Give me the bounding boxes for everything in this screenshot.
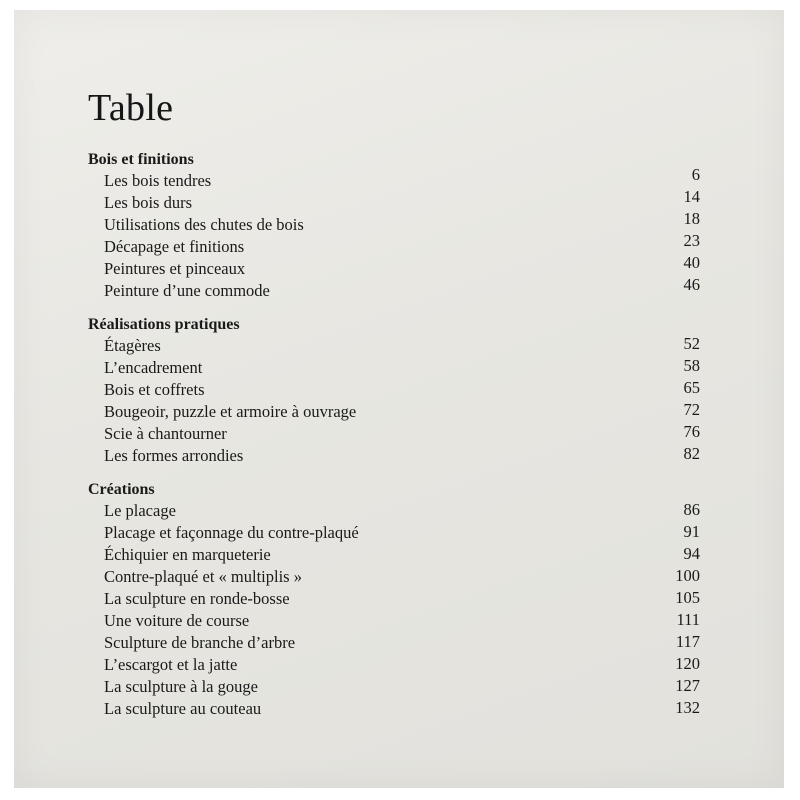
- toc-entry: [88, 698, 700, 720]
- toc-entry: [88, 676, 700, 698]
- toc-entry: [88, 423, 700, 445]
- entry-page-number: 23: [683, 231, 700, 250]
- entry-page-number: 111: [676, 610, 700, 629]
- entry-label: Le placage: [104, 501, 176, 520]
- entry-page-number: 94: [683, 544, 700, 563]
- entry-label: Utilisations des chutes de bois: [104, 215, 304, 234]
- entry-label: Échiquier en marqueterie: [104, 545, 271, 564]
- toc-section-creations: [88, 480, 700, 720]
- entry-page-number: 120: [675, 654, 700, 673]
- entry-page-number: 86: [683, 500, 700, 519]
- entry-page-number: 127: [675, 676, 700, 695]
- toc-entry: [88, 357, 700, 379]
- table-of-contents: [88, 150, 700, 733]
- entry-label: Les bois durs: [104, 193, 192, 212]
- toc-entry: [88, 253, 700, 280]
- entry-page-number: 91: [683, 522, 700, 541]
- entry-label: Décapage et finitions: [104, 237, 245, 256]
- entry-page-number: 14: [683, 187, 700, 206]
- toc-entry: [88, 544, 700, 566]
- entry-page-number: 6: [691, 165, 700, 184]
- toc-entry: [88, 654, 700, 676]
- toc-entry: [88, 500, 700, 522]
- toc-section-bois-et-finitions: [88, 150, 700, 302]
- entry-label: L’escargot et la jatte: [104, 655, 238, 674]
- toc-section-realisations-pratiques: [88, 315, 700, 467]
- toc-entry: [88, 275, 700, 302]
- entry-page-number: 65: [683, 378, 700, 397]
- toc-entry: [88, 445, 700, 467]
- toc-entry: [88, 209, 700, 236]
- entry-page-number: 76: [683, 422, 700, 441]
- entry-label: Étagères: [104, 336, 161, 355]
- entry-label: La sculpture à la gouge: [104, 677, 258, 696]
- entry-page-number: 105: [675, 588, 700, 607]
- toc-entry: [88, 610, 700, 632]
- entry-page-number: 132: [675, 698, 700, 717]
- section-heading: Bois et finitions: [88, 151, 194, 168]
- entry-label: La sculpture au couteau: [104, 699, 262, 718]
- entry-page-number: 58: [683, 356, 700, 375]
- entry-label: Les bois tendres: [104, 171, 212, 190]
- toc-entry: [88, 522, 700, 544]
- entry-label: L’encadrement: [104, 358, 203, 377]
- entry-label: Une voiture de course: [104, 611, 250, 630]
- toc-entry: [88, 165, 700, 192]
- entry-page-number: 40: [683, 253, 700, 272]
- entry-label: La sculpture en ronde-bosse: [104, 589, 290, 608]
- entry-label: Placage et façonnage du contre-plaqué: [104, 523, 359, 542]
- entry-label: Sculpture de branche d’arbre: [104, 633, 296, 652]
- entry-label: Les formes arrondies: [104, 446, 244, 465]
- book-page: [14, 10, 784, 788]
- toc-entry: [88, 335, 700, 357]
- section-heading: Réalisations pratiques: [88, 316, 240, 333]
- toc-entry: [88, 401, 700, 423]
- entry-label: Peinture d’une commode: [104, 281, 270, 300]
- toc-entry: [88, 566, 700, 588]
- entry-label: Scie à chantourner: [104, 424, 227, 443]
- section-heading: Créations: [88, 481, 155, 498]
- entry-page-number: 46: [683, 275, 700, 294]
- toc-entry: [88, 632, 700, 654]
- entry-label: Contre-plaqué et « multiplis »: [104, 567, 302, 586]
- toc-entry: [88, 231, 700, 258]
- toc-entry: [88, 187, 700, 214]
- entry-page-number: 100: [675, 566, 700, 585]
- entry-label: Bois et coffrets: [104, 380, 205, 399]
- entry-page-number: 72: [683, 400, 700, 419]
- toc-entry: [88, 379, 700, 401]
- toc-entry: [88, 588, 700, 610]
- entry-label: Bougeoir, puzzle et armoire à ouvrage: [104, 402, 357, 421]
- entry-page-number: 52: [683, 334, 700, 353]
- page-title: Table: [88, 87, 174, 129]
- entry-label: Peintures et pinceaux: [104, 259, 246, 278]
- entry-page-number: 82: [683, 444, 700, 463]
- entry-page-number: 18: [683, 209, 700, 228]
- entry-page-number: 117: [675, 632, 700, 651]
